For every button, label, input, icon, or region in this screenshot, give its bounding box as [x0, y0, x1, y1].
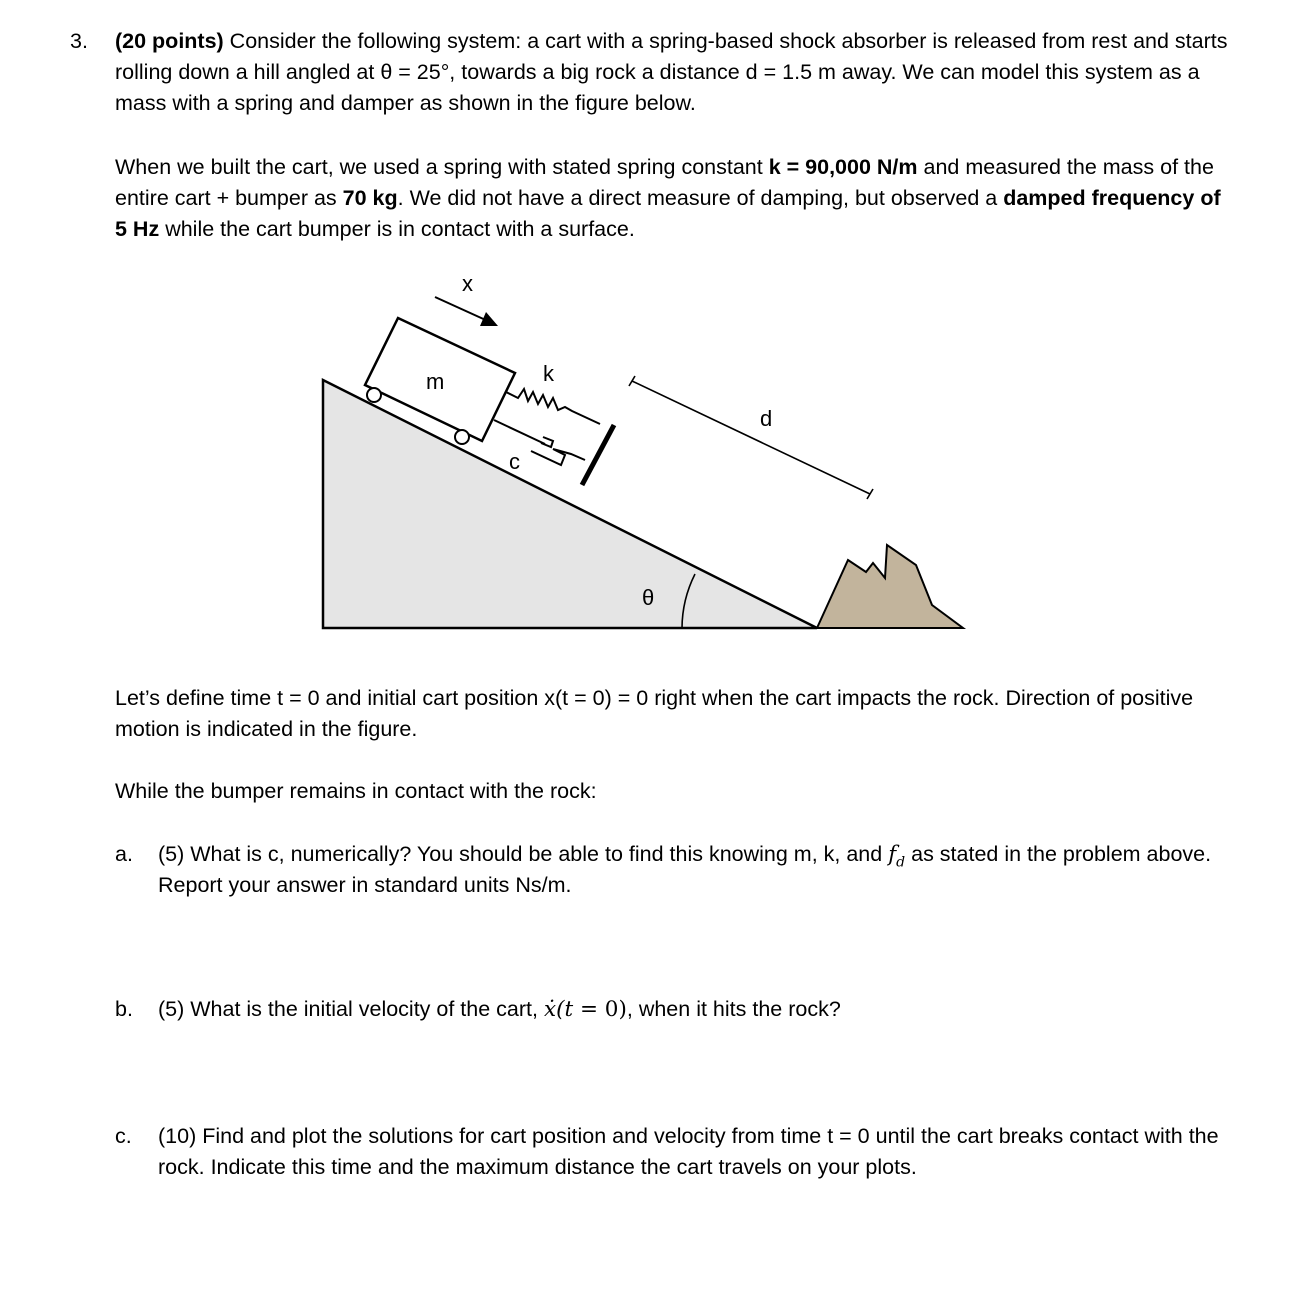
distance-label: d	[760, 406, 773, 431]
subquestion-b-text-2: , when it hits the rock?	[626, 997, 841, 1021]
bumper-plate	[582, 425, 614, 485]
param-text-4: while the cart bumper is in contact with a surface.	[159, 217, 635, 241]
subquestion-b-text	[158, 994, 1228, 1025]
paragraph-parameters	[115, 152, 1235, 245]
spring	[506, 389, 600, 424]
distance-tick-end	[867, 489, 873, 499]
subquestion-b-text-1: (5) What is the initial velocity of the cart,	[158, 997, 544, 1021]
xdot-symbol: ẋ	[543, 997, 557, 1022]
mass-label: m	[426, 369, 445, 394]
cart-mass: 70 kg	[342, 186, 398, 210]
subquestion-a-text-2: as stated in the problem above. Report your answer in standard units Ns/m.	[158, 842, 1212, 897]
x-label: x	[462, 271, 473, 296]
fd-subscript: d	[896, 854, 906, 871]
xdot-arg-value: = 0)	[573, 997, 627, 1022]
damped-frequency: damped frequency of 5 Hz	[115, 186, 1221, 241]
paragraph-definitions: Let’s define time t = 0 and initial cart position x(t = 0) = 0 right when the cart impacts the rock. Direction of positive motion is indicated in the figure.	[115, 686, 1194, 741]
fd-symbol: f	[888, 842, 897, 867]
paragraph-contact: While the bumper remains in contact with the rock:	[115, 779, 597, 803]
param-text-3: . We did not have a direct measure of damping, but observed a	[397, 186, 1004, 210]
damper-rod	[494, 420, 545, 444]
subquestion-c-text: (10) Find and plot the solutions for cart position and velocity from time t = 0 until the cart breaks contact with the rock. Indicate this time and the maximum distance the cart travels on your plots.	[158, 1124, 1219, 1179]
xdot-arg: (t	[556, 997, 574, 1022]
rear-wheel	[367, 388, 381, 402]
subquestion-a-text	[158, 839, 1228, 901]
damper-housing	[531, 449, 585, 465]
x-arrow-shaft	[435, 297, 490, 322]
points-label: (20 points)	[115, 29, 224, 53]
subquestion-b-label: b.	[115, 997, 133, 1021]
rock	[817, 545, 963, 628]
spring-label: k	[543, 361, 554, 386]
theta-label: θ	[642, 585, 655, 610]
hill-triangle	[323, 380, 817, 628]
damper-label: c	[509, 449, 520, 474]
param-text-2: and measured the mass of the entire cart + bumper as	[115, 155, 1214, 210]
subquestion-a-text-1: (5) What is c, numerically? You should be able to find this knowing m, k, and	[158, 842, 889, 866]
distance-line	[632, 381, 870, 494]
spring-constant: k = 90,000 N/m	[768, 155, 918, 179]
intro-text: Consider the following system: a cart with a spring-based shock absorber is released from rest and starts rolling down a hill angled at θ = 25°, towards a big rock a distance d = 1.5 m away. We can model this system as a mass with a spring and damper as shown in the figure below.	[115, 29, 1228, 115]
distance-tick-start	[629, 376, 635, 386]
subquestion-a-label: a.	[115, 842, 133, 866]
front-wheel	[455, 430, 469, 444]
subquestion-c-label: c.	[115, 1124, 132, 1148]
question-number: 3.	[70, 29, 88, 53]
question-intro	[115, 26, 1235, 119]
param-text-1: When we built the cart, we used a spring with stated spring constant	[115, 155, 769, 179]
cart-on-hill-figure	[300, 268, 980, 648]
